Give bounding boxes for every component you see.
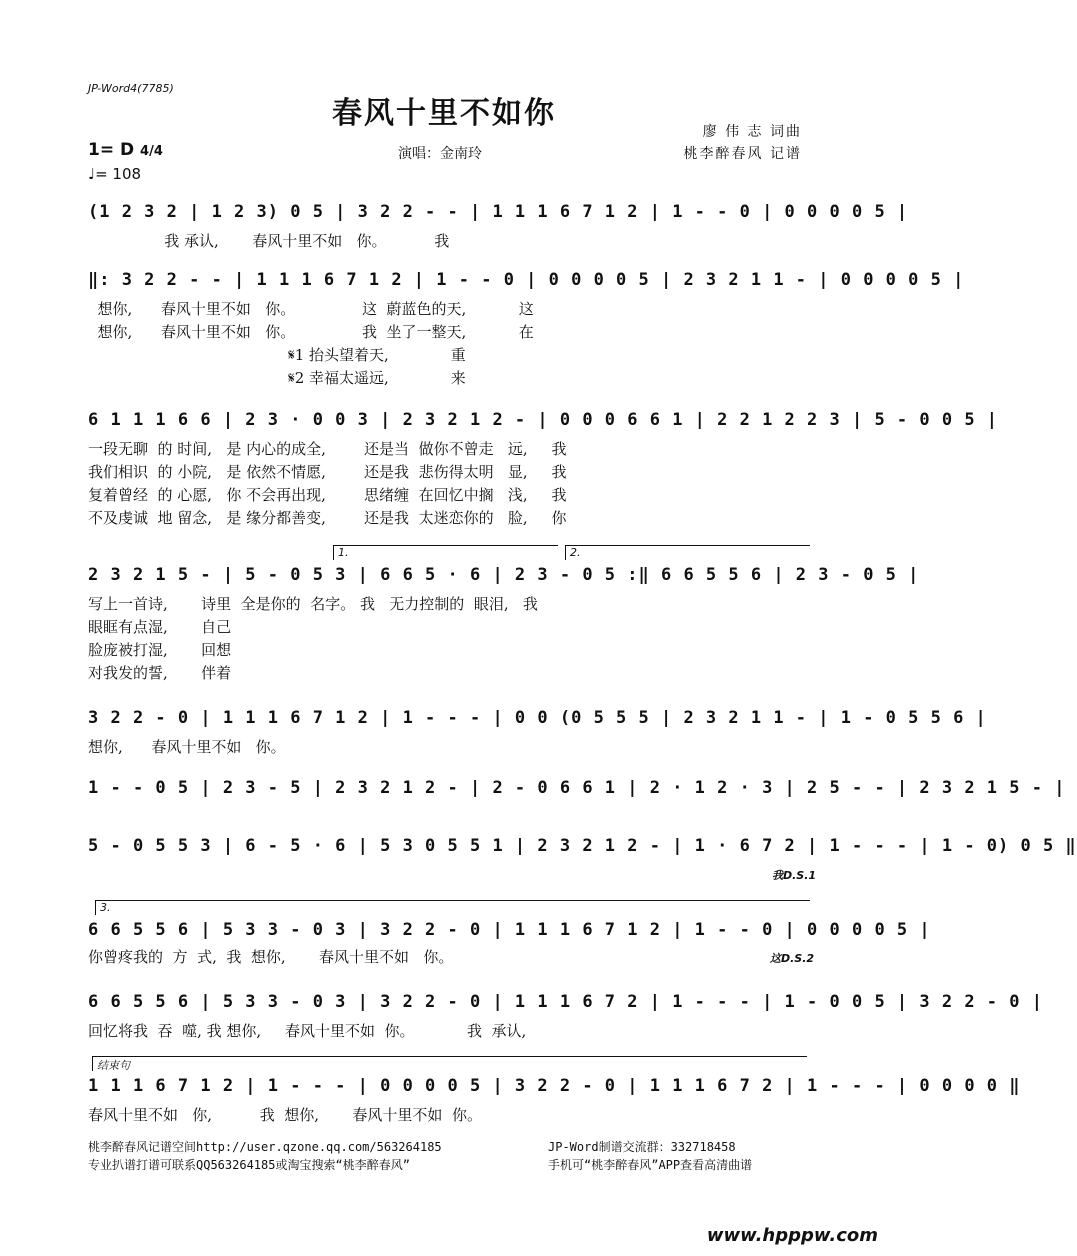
- lyrics-line: 你曾疼我的 方 式, 我 想你, 春风十里不如 你。: [88, 948, 454, 966]
- tempo-marking: ♩= 108: [88, 165, 142, 183]
- lyrics-line: 不及虔诚 地 留念, 是 缘分都善变, 还是我 太迷恋你的 脸, 你: [88, 509, 567, 527]
- singer-credit: 演唱：金南玲: [398, 146, 482, 162]
- lyrics-line: 脸庞被打湿, 回想: [88, 641, 232, 659]
- software-logo: JP-Word4(7785): [88, 82, 174, 95]
- staff-notes: 6 6 5 5 6 | 5 3 3 - 0 3 | 3 2 2 - 0 | 1 1 1 6 7 2 | 1 - - - | 1 - 0 0 5 | 3 2 2 - 0 |: [88, 992, 1043, 1012]
- footer-link: 桃李醉春风记谱空间http://user.qzone.qq.com/563264185: [88, 1140, 442, 1154]
- song-title: 春风十里不如你: [332, 96, 556, 131]
- staff-notes: 3 2 2 - 0 | 1 1 1 6 7 1 2 | 1 - - - | 0 0 (0 5 5 5 | 2 3 2 1 1 - | 1 - 0 5 5 6 |: [88, 708, 987, 728]
- staff-8: [88, 918, 931, 942]
- staff-notes: 2 3 2 1 5 - | 5 - 0 5 3 | 6 6 5 · 6 | 2 3 - 0 5 :‖ 6 6 5 5 6 | 2 3 - 0 5 |: [88, 565, 920, 585]
- lyrics-line: 𝄋1 抬头望着天, 重: [88, 346, 466, 364]
- lyrics-line: 想你, 春风十里不如 你。 这 蔚蓝色的天, 这: [88, 300, 534, 318]
- lyrics-line: 春风十里不如 你, 我 想你, 春风十里不如 你。: [88, 1106, 482, 1124]
- staff-notes: 1 - - 0 5 | 2 3 - 5 | 2 3 2 1 2 - | 2 - 0 6 6 1 | 2 · 1 2 · 3 | 2 5 - - | 2 3 2 1 5 - |: [88, 778, 1066, 798]
- staff-2: [88, 268, 965, 292]
- key-label: 1= D: [88, 140, 135, 160]
- time-signature: 4/4: [140, 144, 163, 159]
- lyrics-line: 我们相识 的 小院, 是 依然不情愿, 还是我 悲伤得太明 显, 我: [88, 463, 567, 481]
- staff-10: [88, 1074, 1021, 1098]
- key-signature: [88, 140, 163, 160]
- transcriber-credit: 桃李醉春风 记谱: [683, 146, 802, 162]
- staff-notes: 5 - 0 5 5 3 | 6 - 5 · 6 | 5 3 0 5 5 1 | 2 3 2 1 2 - | 1 · 6 7 2 | 1 - - - | 1 - 0) 0 5 ‖: [88, 836, 1077, 856]
- staff-notes: 1 1 1 6 7 1 2 | 1 - - - | 0 0 0 0 5 | 3 2 2 - 0 | 1 1 1 6 7 2 | 1 - - - | 0 0 0 0 ‖: [88, 1076, 1021, 1096]
- lyrics-line: 𝄋2 幸福太遥远, 来: [88, 369, 466, 387]
- staff-notes: (1 2 3 2 | 1 2 3) 0 5 | 3 2 2 - - | 1 1 1 6 7 1 2 | 1 - - 0 | 0 0 0 0 5 |: [88, 202, 909, 222]
- footer-app: 手机可“桃李醉春风”APP查看高清曲谱: [548, 1158, 753, 1172]
- volta-bracket-2: 2.: [565, 545, 810, 560]
- staff-3: [88, 408, 999, 432]
- lyrics-line: 想你, 春风十里不如 你。: [88, 738, 286, 756]
- lyrics-line: 想你, 春风十里不如 你。 我 坐了一整天, 在: [88, 323, 534, 341]
- ending-bracket: 结束句: [92, 1056, 807, 1071]
- lyrics-line: 对我发的誓, 伴着: [88, 664, 232, 682]
- staff-9: [88, 990, 1043, 1014]
- staff-7: [88, 834, 1077, 858]
- lyrics-line: 回忆将我 吞 噬, 我 想你, 春风十里不如 你。 我 承认,: [88, 1022, 527, 1040]
- footer-note: 专业扒谱打谱可联系QQ563264185或淘宝搜索“桃李醉春风”: [88, 1158, 410, 1172]
- footer-group: JP-Word制谱交流群：332718458: [548, 1140, 736, 1154]
- ds2-mark: 这D.S.2: [770, 952, 815, 965]
- ds1-mark: 我D.S.1: [772, 869, 817, 882]
- staff-1: [88, 200, 909, 224]
- lyrics-line: 一段无聊 的 时间, 是 内心的成全, 还是当 做你不曾走 远, 我: [88, 440, 567, 458]
- volta-bracket-1: 1.: [333, 545, 558, 560]
- composer-credit: 廖 伟 志 词曲: [702, 124, 802, 140]
- staff-notes: ‖: 3 2 2 - - | 1 1 1 6 7 1 2 | 1 - - 0 | 0 0 0 0 5 | 2 3 2 1 1 - | 0 0 0 0 5 |: [88, 270, 965, 290]
- volta-bracket-3: 3.: [95, 900, 810, 915]
- staff-4: [88, 563, 920, 587]
- staff-notes: 6 1 1 1 6 6 | 2 3 · 0 0 3 | 2 3 2 1 2 - | 0 0 0 6 6 1 | 2 2 1 2 2 3 | 5 - 0 0 5 |: [88, 410, 999, 430]
- lyrics-line: 我 承认, 春风十里不如 你。 我: [88, 232, 450, 250]
- watermark-site: www.hpppw.com: [706, 1225, 878, 1246]
- lyrics-line: 眼眶有点湿, 自己: [88, 618, 232, 636]
- staff-5: [88, 706, 987, 730]
- lyrics-line: 写上一首诗, 诗里 全是你的 名字。 我 无力控制的 眼泪, 我: [88, 595, 538, 613]
- lyrics-line: 复着曾经 的 心愿, 你 不会再出现, 思绪缠 在回忆中搁 浅, 我: [88, 486, 567, 504]
- staff-6: [88, 776, 1066, 800]
- staff-notes: 6 6 5 5 6 | 5 3 3 - 0 3 | 3 2 2 - 0 | 1 1 1 6 7 1 2 | 1 - - 0 | 0 0 0 0 5 |: [88, 920, 931, 940]
